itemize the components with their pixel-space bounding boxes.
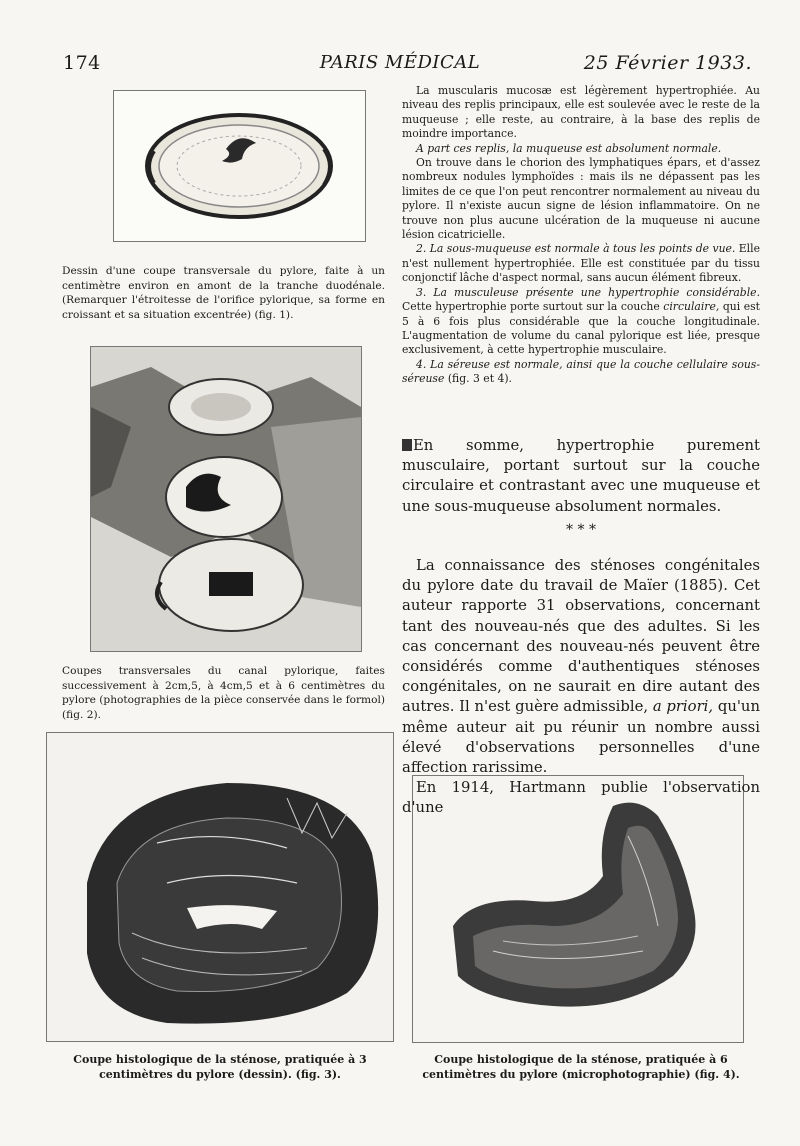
paragraph-sereuse-lead: 4. La séreuse est normale, ainsi que la couche cellulaire sous-séreuse [402,357,760,386]
paragraph-maier [402,556,760,778]
paragraph-hartmann: En 1914, Hartmann publie l'observation d'une [402,779,760,817]
figure-4-caption: Coupe histologique de la sténose, pratiquée à 6 centimètres du pylore (microphotographie) (fig. 4). [422,1053,740,1081]
pylorus-cross-section-drawing [114,91,365,241]
body-text-large [402,556,760,819]
paragraph-musculeuse-italic: circulaire, [663,300,720,314]
paragraph-chorion: On trouve dans le chorion des lymphatiques épars, et d'assez nombreux nodules lymphoïdes : mais ils ne dépassent pas les limites de ce que l'on peut rencontrer normalement au niveau du pylore. Il n'existe aucun signe de lésion inflammatoire. On ne trouve non plus aucune ulcération de la muqueuse ni aucune lésion cicatricielle. [402,156,760,242]
figure-1-drawing [113,90,366,242]
paragraph-maier-a: La connaissance des sténoses congénitales du pylore date du travail de Maïer (1885). Cet auteur rapporte 31 observations, concernant tant des nouveau-nés que des adultes. Si les cas concernant des nouveau-nés peuvent être considérés comme d'authentiques sténoses congénitales, on ne saurait en dire autant des autres. Il n'est guère admissible, [402,557,760,716]
paragraph-musculeuse-a: Cette hypertrophie porte surtout sur la couche [402,300,660,314]
pylorus-sections-photo [91,347,361,651]
summary-text: En somme, hypertrophie purement musculaire, portant surtout sur la couche circulaire et contrastant avec une muqueuse et une sous-muqueuse absolument normales. [402,437,760,515]
paragraph-sereuse-rest: (fig. 3 et 4). [447,372,512,386]
paragraph-muscularis: La muscularis mucosæ est légèrement hypertrophiée. Au niveau des replis principaux, elle est soulevée avec le reste de la muqueuse ; elle reste, au contraire, à la base des replis de moindre importance. [402,84,760,141]
paragraph-sous-muqueuse-lead: 2. La sous-muqueuse est normale à tous les points de vue. [416,242,736,256]
paragraph-musculeuse-b: qui est 5 à 6 fois plus considérable que la couche longitudinale. L'augmentation de volume du canal pylorique est liée, presque exclusivement, à cette hypertrophie musculaire. [402,300,760,357]
paragraph-sous-muqueuse-rest: Elle n'est nullement hypertrophiée. Elle est constituée par du tissu conjonctif lâche d'aspect normal, sans aucun élément fibreux. [402,242,760,285]
paragraph-maier-italic: a priori, [652,698,714,716]
paragraph-maier-b: qu'un même auteur ait pu réunir un nombre aussi élevé d'observations personnelles d'une affection rarissime. [402,698,760,777]
histology-drawing [47,733,393,1041]
paragraph-sereuse [402,358,760,387]
figure-3-histology-drawing [46,732,394,1042]
section-separator: * * * [566,522,596,538]
issue-date: 25 Février 1933. [583,52,752,74]
page-number: 174 [63,52,101,74]
paragraph-sous-muqueuse [402,242,760,285]
body-text-small [402,84,760,387]
paragraph-musculeuse-lead: 3. La musculeuse présente une hypertrophie considérable. [416,285,760,299]
figure-3-caption: Coupe histologique de la sténose, pratiquée à 3 centimètres du pylore (dessin). (fig. 3). [73,1053,367,1081]
paragraph-muqueuse-normale: A part ces replis, la muqueuse est absolument normale. [416,141,722,155]
figure-1-caption: Dessin d'une coupe transversale du pylore, faite à un centimètre environ en amont de la tranche duodénale. (Remarquer l'étroitesse de l'orifice pylorique, sa forme en croissant et sa situation excentrée) (fig. 1). [62,265,385,321]
paragraph-marker-icon [402,439,412,451]
paragraph-musculeuse [402,286,760,358]
summary-paragraph [402,436,760,517]
journal-title: PARIS MÉDICAL [319,52,481,73]
figure-2-photo [90,346,362,652]
figure-2-caption: Coupes transversales du canal pylorique, faites successivement à 2cm,5, à 4cm,5 et à 6 centimètres du pylore (photographies de la pièce conservée dans le formol) (fig. 2). [62,665,385,721]
